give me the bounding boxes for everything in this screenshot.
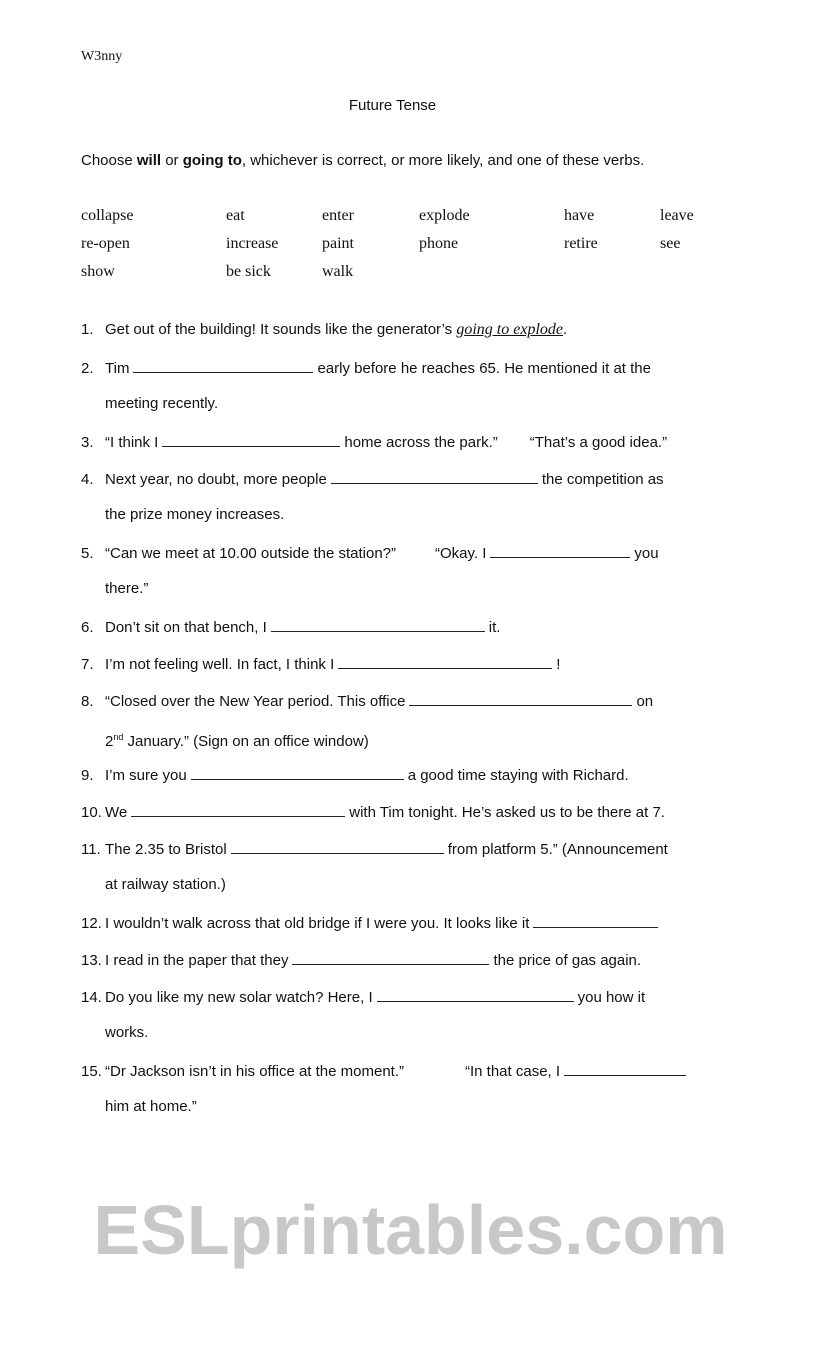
verb-word: phone — [419, 235, 459, 252]
item-prompt: “Can we meet at 10.00 outside the station?” — [105, 545, 397, 562]
exercise-item — [81, 542, 659, 562]
item-text: at railway station.) — [105, 876, 226, 893]
item-text: “Closed over the New Year period. This office — [105, 693, 406, 710]
answer-blank[interactable] — [490, 542, 630, 558]
item-number: 7. — [81, 656, 94, 673]
item-text: January.” (Sign on an office window) — [123, 733, 369, 750]
author-name: W3nny — [81, 49, 123, 64]
item-text: on — [636, 693, 654, 710]
exercise-item — [81, 357, 651, 377]
item-number: 10. — [81, 804, 102, 821]
answer-blank[interactable] — [377, 986, 574, 1002]
verb-word: be sick — [226, 263, 271, 280]
answer-blank[interactable] — [331, 468, 538, 484]
answer-blank[interactable] — [271, 616, 485, 632]
verb-word: have — [564, 207, 595, 224]
verb-word: leave — [660, 207, 694, 224]
answer-blank[interactable] — [292, 949, 489, 965]
verb-word: see — [660, 235, 681, 252]
item-number: 1. — [81, 321, 94, 338]
item-number: 12. — [81, 915, 102, 932]
item-number: 11. — [81, 841, 101, 858]
item-text: you how it — [577, 989, 646, 1006]
verb-word: explode — [419, 207, 470, 224]
verb-word: increase — [226, 235, 279, 252]
item-text: there.” — [105, 580, 149, 597]
item-text: Tim — [105, 360, 130, 377]
answer-blank[interactable] — [133, 357, 313, 373]
item-text: you — [634, 545, 659, 562]
item-continuation — [81, 1097, 197, 1117]
exercise-item — [81, 801, 665, 821]
item-continuation — [81, 579, 148, 599]
verb-word: walk — [322, 263, 354, 280]
item-number: 15. — [81, 1063, 102, 1080]
exercise-item — [81, 616, 500, 636]
item-text: him at home.” — [105, 1098, 197, 1115]
item-text: works. — [105, 1024, 149, 1041]
item-text: Get out of the building! It sounds like the generator’s — [105, 321, 457, 338]
item-number: 2. — [81, 360, 94, 377]
item-number: 4. — [81, 471, 94, 488]
item-continuation — [81, 505, 284, 525]
answer-blank[interactable] — [131, 801, 345, 817]
item-text: early before he reaches 65. He mentioned it at the — [317, 360, 651, 377]
watermark-logo: ESLprintables.com — [93, 1191, 728, 1269]
instructions-text: Choose — [81, 152, 137, 169]
item-number: 9. — [81, 767, 94, 784]
instructions — [81, 152, 644, 169]
item-number: 3. — [81, 434, 94, 451]
item-text: ! — [556, 656, 561, 673]
item-continuation — [81, 394, 218, 414]
item-text: from platform 5.” (Announcement — [447, 841, 668, 858]
exercise-item — [81, 986, 645, 1006]
item-number: 5. — [81, 545, 94, 562]
worksheet-title: Future Tense — [348, 97, 437, 114]
verb-word: paint — [322, 235, 354, 252]
instructions-text: , whichever is correct, or more likely, and one of these verbs. — [241, 152, 645, 169]
answer-blank[interactable] — [231, 838, 444, 854]
exercise-item — [81, 838, 668, 858]
verb-word: show — [81, 263, 115, 280]
item-text: The 2.35 to Bristol — [105, 841, 227, 858]
instructions-text: or — [161, 152, 183, 169]
item-answer: going to explode — [456, 321, 563, 338]
item-text: We — [105, 804, 128, 821]
item-continuation — [81, 1023, 148, 1043]
exercise-item — [81, 912, 662, 932]
answer-blank[interactable] — [533, 912, 658, 928]
item-text: the competition as — [541, 471, 664, 488]
item-reply: “That’s a good idea.” — [529, 434, 668, 451]
answer-blank[interactable] — [338, 653, 552, 669]
item-text: I’m sure you — [105, 767, 187, 784]
exercise-item — [81, 1060, 690, 1080]
ordinal-suffix: nd — [113, 732, 124, 742]
item-text: Don’t sit on that bench, I — [105, 619, 267, 636]
item-number: 13. — [81, 952, 102, 969]
item-prompt: “Dr Jackson isn’t in his office at the moment.” — [105, 1063, 405, 1080]
item-text: I wouldn’t walk across that old bridge if I were you. It looks like it — [105, 915, 530, 932]
item-text: “In that case, I — [465, 1063, 561, 1080]
item-text: home across the park.” — [344, 434, 498, 451]
exercise-item — [81, 320, 567, 340]
item-text: I read in the paper that they — [105, 952, 289, 969]
item-text: the price of gas again. — [493, 952, 642, 969]
item-text: a good time staying with Richard. — [407, 767, 629, 784]
item-continuation — [81, 875, 226, 895]
verb-word: re-open — [81, 235, 130, 252]
item-text: I’m not feeling well. In fact, I think I — [105, 656, 335, 673]
item-text: “I think I — [105, 434, 159, 451]
instructions-bold-going-to: going to — [182, 152, 242, 169]
answer-blank[interactable] — [564, 1060, 686, 1076]
item-text: 2 — [105, 733, 114, 750]
instructions-bold-will: will — [136, 152, 162, 169]
verb-word: enter — [322, 207, 354, 224]
exercise-item — [81, 468, 664, 488]
item-number: 6. — [81, 619, 94, 636]
item-text: the prize money increases. — [105, 506, 285, 523]
item-text: . — [562, 321, 568, 338]
verb-word: eat — [226, 207, 245, 224]
verb-word: collapse — [81, 207, 134, 224]
exercise-item — [81, 653, 560, 673]
item-text: meeting recently. — [105, 395, 219, 412]
exercise-item — [81, 949, 641, 969]
exercise-item — [81, 431, 667, 451]
verb-word: retire — [564, 235, 598, 252]
item-number: 8. — [81, 693, 94, 710]
item-text: with Tim tonight. He’s asked us to be there at 7. — [349, 804, 665, 821]
exercise-item — [81, 764, 629, 784]
answer-blank[interactable] — [191, 764, 404, 780]
answer-blank[interactable] — [409, 690, 632, 706]
item-text: Next year, no doubt, more people — [105, 471, 327, 488]
item-number: 14. — [81, 989, 102, 1006]
exercise-item — [81, 690, 653, 710]
answer-blank[interactable] — [162, 431, 340, 447]
item-text: Do you like my new solar watch? Here, I — [105, 989, 373, 1006]
item-continuation — [81, 727, 369, 750]
item-text: “Okay. I — [435, 545, 487, 562]
item-text: it. — [488, 619, 501, 636]
